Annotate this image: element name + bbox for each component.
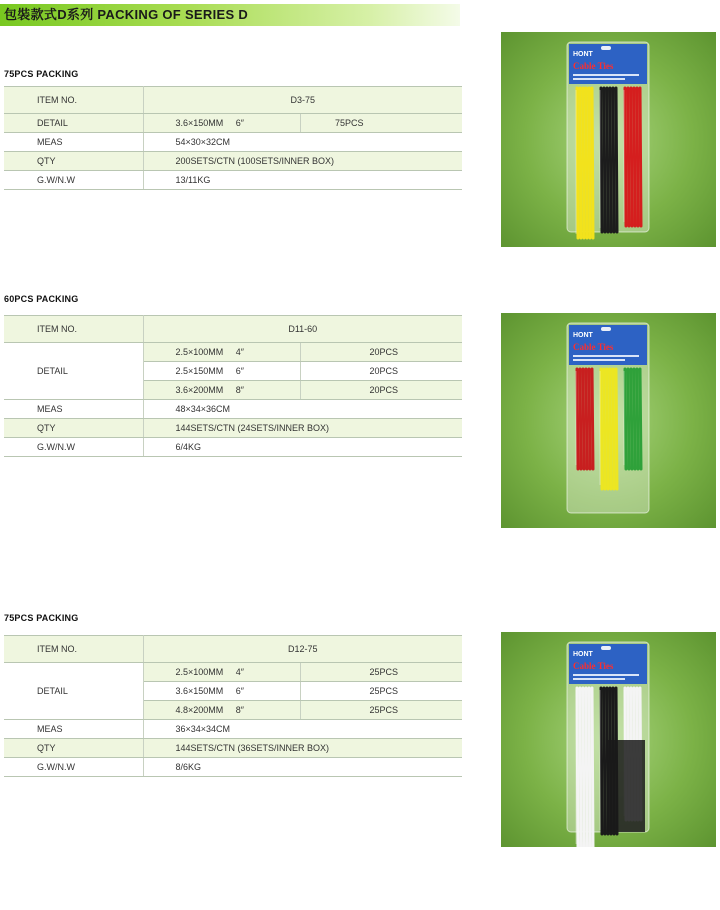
- table-row: [4, 636, 462, 663]
- item-no-label: ITEM NO.: [4, 316, 143, 343]
- section-title: 60PCS PACKING: [4, 294, 79, 304]
- qty-value: 144SETS/CTN (24SETS/INNER BOX): [143, 419, 462, 438]
- item-no-label: ITEM NO.: [4, 636, 143, 663]
- meas-label: MEAS: [4, 400, 143, 419]
- table-row: [4, 171, 462, 190]
- detail-label: DETAIL: [4, 343, 143, 400]
- package-illustration: [501, 632, 716, 847]
- cable-tie-strip: [637, 88, 638, 226]
- cable-tie-strip: [628, 369, 629, 469]
- detail-size: 3.6×150MM 6″: [143, 682, 300, 701]
- table-row: [4, 663, 462, 682]
- page-header-bar: [0, 4, 460, 26]
- cable-tie-strip: [616, 369, 617, 489]
- item-no-value: D12-75: [143, 636, 462, 663]
- cable-tie-strip: [604, 88, 605, 232]
- detail-qty: 25PCS: [300, 701, 462, 720]
- table-row: [4, 152, 462, 171]
- cable-tie-strip: [604, 688, 605, 834]
- cable-tie-strip: [640, 88, 641, 226]
- cable-tie-strip: [634, 88, 635, 226]
- qty-label: QTY: [4, 152, 143, 171]
- detail-size: 3.6×150MM 6″: [143, 114, 300, 133]
- cable-tie-strip: [601, 688, 602, 834]
- detail-size: 4.8×200MM 8″: [143, 701, 300, 720]
- cable-tie-strip: [580, 688, 581, 847]
- cable-tie-strip: [634, 369, 635, 469]
- item-no-value: D3-75: [143, 87, 462, 114]
- table-row: [4, 114, 462, 133]
- detail-qty: 20PCS: [300, 381, 462, 400]
- cable-tie-strip: [637, 369, 638, 469]
- detail-qty: 25PCS: [300, 682, 462, 701]
- item-no-label: ITEM NO.: [4, 87, 143, 114]
- package-brand-text: HONT: [573, 51, 593, 58]
- meas-value: 36×34×34CM: [143, 720, 462, 739]
- cable-tie-strip: [607, 369, 608, 489]
- detail-size: 2.5×100MM 4″: [143, 663, 300, 682]
- page-title: 包裝款式D系列 PACKING OF SERIES D: [4, 7, 249, 22]
- spec-table: [4, 315, 462, 457]
- cable-tie-strip: [613, 88, 614, 232]
- detail-size: 2.5×100MM 4″: [143, 343, 300, 362]
- cable-tie-strip: [577, 688, 578, 847]
- table-row: [4, 758, 462, 777]
- cable-tie-strip: [631, 369, 632, 469]
- table-row: [4, 316, 462, 343]
- section-title: 75PCS PACKING: [4, 613, 79, 623]
- qty-label: QTY: [4, 419, 143, 438]
- table-row: [4, 438, 462, 457]
- package-brand-text: HONT: [573, 332, 593, 339]
- gw-value: 13/11KG: [143, 171, 462, 190]
- meas-label: MEAS: [4, 720, 143, 739]
- cable-tie-strip: [583, 688, 584, 847]
- product-photo: [501, 32, 716, 247]
- detail-size: 3.6×200MM 8″: [143, 381, 300, 400]
- table-row: [4, 720, 462, 739]
- cable-tie-strip: [625, 88, 626, 226]
- cable-tie-strip: [640, 369, 641, 469]
- package-product-text: Cable Ties: [573, 342, 614, 352]
- cable-tie-strip: [613, 369, 614, 489]
- cable-tie-strip: [604, 369, 605, 489]
- qty-value: 144SETS/CTN (36SETS/INNER BOX): [143, 739, 462, 758]
- spec-table: [4, 635, 462, 777]
- cable-tie-strip: [616, 88, 617, 232]
- product-photo: [501, 313, 716, 528]
- detail-qty: 20PCS: [300, 343, 462, 362]
- meas-value: 48×34×36CM: [143, 400, 462, 419]
- detail-label: DETAIL: [4, 114, 143, 133]
- cable-tie-strip: [628, 88, 629, 226]
- cable-tie-strip: [607, 88, 608, 232]
- package-brand-text: HONT: [573, 651, 593, 658]
- product-photo: [501, 632, 716, 847]
- qty-label: QTY: [4, 739, 143, 758]
- meas-label: MEAS: [4, 133, 143, 152]
- cable-tie-strip: [610, 88, 611, 232]
- table-row: [4, 400, 462, 419]
- table-row: [4, 87, 462, 114]
- cable-tie-strip: [631, 88, 632, 226]
- package-product-text: Cable Ties: [573, 61, 614, 71]
- cable-tie-strip: [589, 688, 590, 847]
- spec-table: [4, 86, 462, 190]
- package-illustration: [501, 32, 716, 247]
- cable-tie-strip: [586, 369, 587, 469]
- gw-label: G.W/N.W: [4, 171, 143, 190]
- meas-value: 54×30×32CM: [143, 133, 462, 152]
- table-row: [4, 343, 462, 362]
- table-row: [4, 419, 462, 438]
- table-row: [4, 133, 462, 152]
- detail-qty: 20PCS: [300, 362, 462, 381]
- cable-tie-strip: [592, 688, 593, 847]
- section-title: 75PCS PACKING: [4, 69, 79, 79]
- table-row: [4, 739, 462, 758]
- detail-qty: 75PCS: [300, 114, 462, 133]
- gw-value: 8/6KG: [143, 758, 462, 777]
- cable-tie-strip: [580, 369, 581, 469]
- cable-tie-strip: [592, 369, 593, 469]
- cable-tie-strip: [583, 88, 584, 238]
- cable-tie-strip: [592, 88, 593, 238]
- gw-value: 6/4KG: [143, 438, 462, 457]
- gw-label: G.W/N.W: [4, 438, 143, 457]
- cable-tie-strip: [589, 369, 590, 469]
- cable-tie-strip: [625, 369, 626, 469]
- cable-tie-strip: [601, 88, 602, 232]
- cable-tie-strip: [589, 88, 590, 238]
- cable-tie-strip: [583, 369, 584, 469]
- qty-value: 200SETS/CTN (100SETS/INNER BOX): [143, 152, 462, 171]
- detail-qty: 25PCS: [300, 663, 462, 682]
- item-no-value: D11-60: [143, 316, 462, 343]
- detail-label: DETAIL: [4, 663, 143, 720]
- detail-size: 2.5×150MM 6″: [143, 362, 300, 381]
- cable-tie-strip: [610, 369, 611, 489]
- cable-tie-strip: [601, 369, 602, 489]
- cable-tie-strip: [577, 88, 578, 238]
- package-illustration: [501, 313, 716, 528]
- package-product-text: Cable Ties: [573, 661, 614, 671]
- cable-tie-strip: [586, 688, 587, 847]
- cable-tie-strip: [580, 88, 581, 238]
- gw-label: G.W/N.W: [4, 758, 143, 777]
- cable-tie-strip: [586, 88, 587, 238]
- cable-tie-strip: [577, 369, 578, 469]
